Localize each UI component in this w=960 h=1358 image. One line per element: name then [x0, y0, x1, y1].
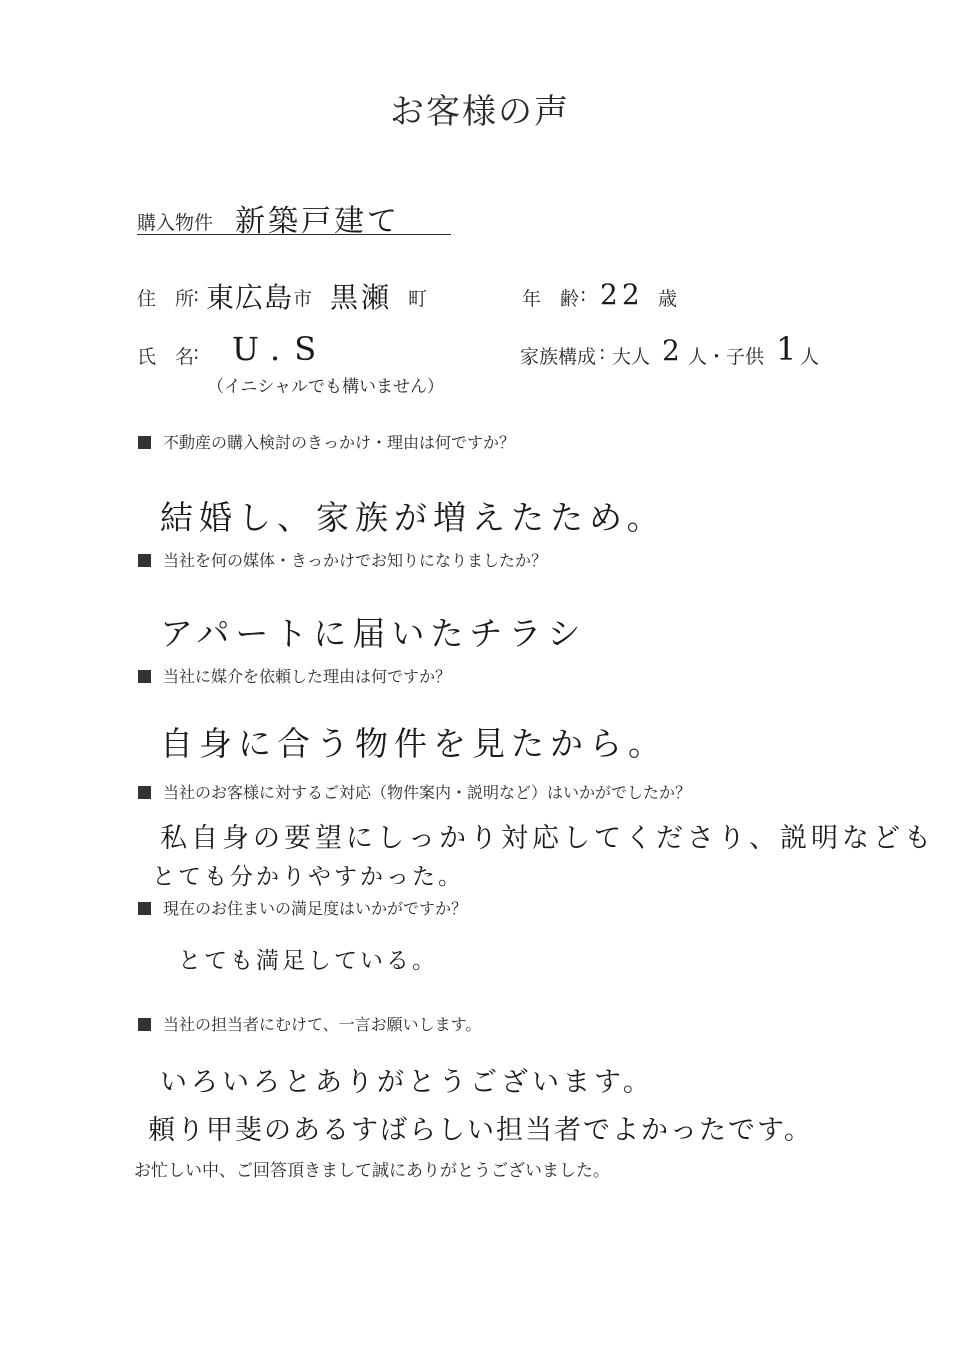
closing-message: お忙しい中、ご回答頂きまして誠にありがとうございました。 — [134, 1161, 610, 1181]
family-adults-label: 大人 — [612, 346, 651, 368]
question-4: 当社のお客様に対するご対応（物件案内・説明など）はいかがでしたか？ — [138, 780, 691, 803]
answer-4-line-2: とても分かりやすかった。 — [152, 864, 464, 890]
address-label: 住 所 — [137, 288, 195, 310]
age-value: 22 — [600, 278, 644, 311]
bullet-square-icon — [138, 670, 151, 683]
family-adults-value: 2 — [662, 334, 680, 367]
address-city-value: 東広島 — [206, 281, 294, 314]
family-children-suffix: 人 — [800, 346, 820, 368]
property-label: 購入物件 — [137, 212, 214, 234]
bullet-square-icon — [138, 554, 151, 567]
family-adults-suffix: 人・子供 — [688, 346, 765, 368]
answer-5: とても満足している。 — [178, 948, 438, 974]
address-town-suffix: 町 — [408, 288, 428, 310]
address-town-value: 黒瀬 — [330, 281, 393, 314]
answer-4-line-1: 私自身の要望にしっかり対応してくださり、説明なども — [160, 823, 935, 854]
question-6: 当社の担当者にむけて、一言お願いします。 — [138, 1012, 481, 1035]
name-colon: : — [193, 342, 200, 364]
address-colon: : — [193, 284, 200, 306]
question-5: 現在のお住まいの満足度はいかがですか？ — [138, 896, 467, 919]
answer-1: 結婚し、家族が増えたため。 — [160, 498, 666, 537]
bullet-square-icon — [138, 902, 151, 915]
family-colon: : — [599, 342, 606, 364]
age-label: 年 齢 — [522, 288, 580, 310]
property-value: 新築戸建て — [235, 204, 400, 239]
name-value: U.S — [232, 330, 331, 368]
name-note: （イニシャルでも構いません） — [207, 377, 444, 397]
bullet-square-icon — [138, 436, 151, 449]
page-title: お客様の声 — [390, 92, 570, 132]
answer-3: 自身に合う物件を見たから。 — [160, 724, 667, 763]
family-label: 家族構成 — [520, 346, 597, 368]
bullet-square-icon — [138, 1018, 151, 1031]
question-2: 当社を何の媒体・きっかけでお知りになりましたか？ — [138, 548, 547, 571]
answer-6-line-2: 頼り甲斐のあるすばらしい担当者でよかったです。 — [148, 1115, 813, 1146]
property-underline — [137, 234, 451, 235]
question-1: 不動産の購入検討のきっかけ・理由は何ですか？ — [138, 430, 515, 453]
answer-6-line-1: いろいろとありがとうございます。 — [160, 1067, 654, 1098]
name-label: 氏 名 — [137, 346, 195, 368]
address-city-suffix: 市 — [293, 288, 313, 310]
question-3: 当社に媒介を依頼した理由は何ですか？ — [138, 664, 451, 687]
family-children-value: 1 — [776, 330, 797, 368]
answer-2: アパートに届いたチラシ — [160, 614, 587, 653]
age-suffix: 歳 — [658, 288, 678, 310]
bullet-square-icon — [138, 786, 151, 799]
age-colon: : — [580, 284, 587, 306]
